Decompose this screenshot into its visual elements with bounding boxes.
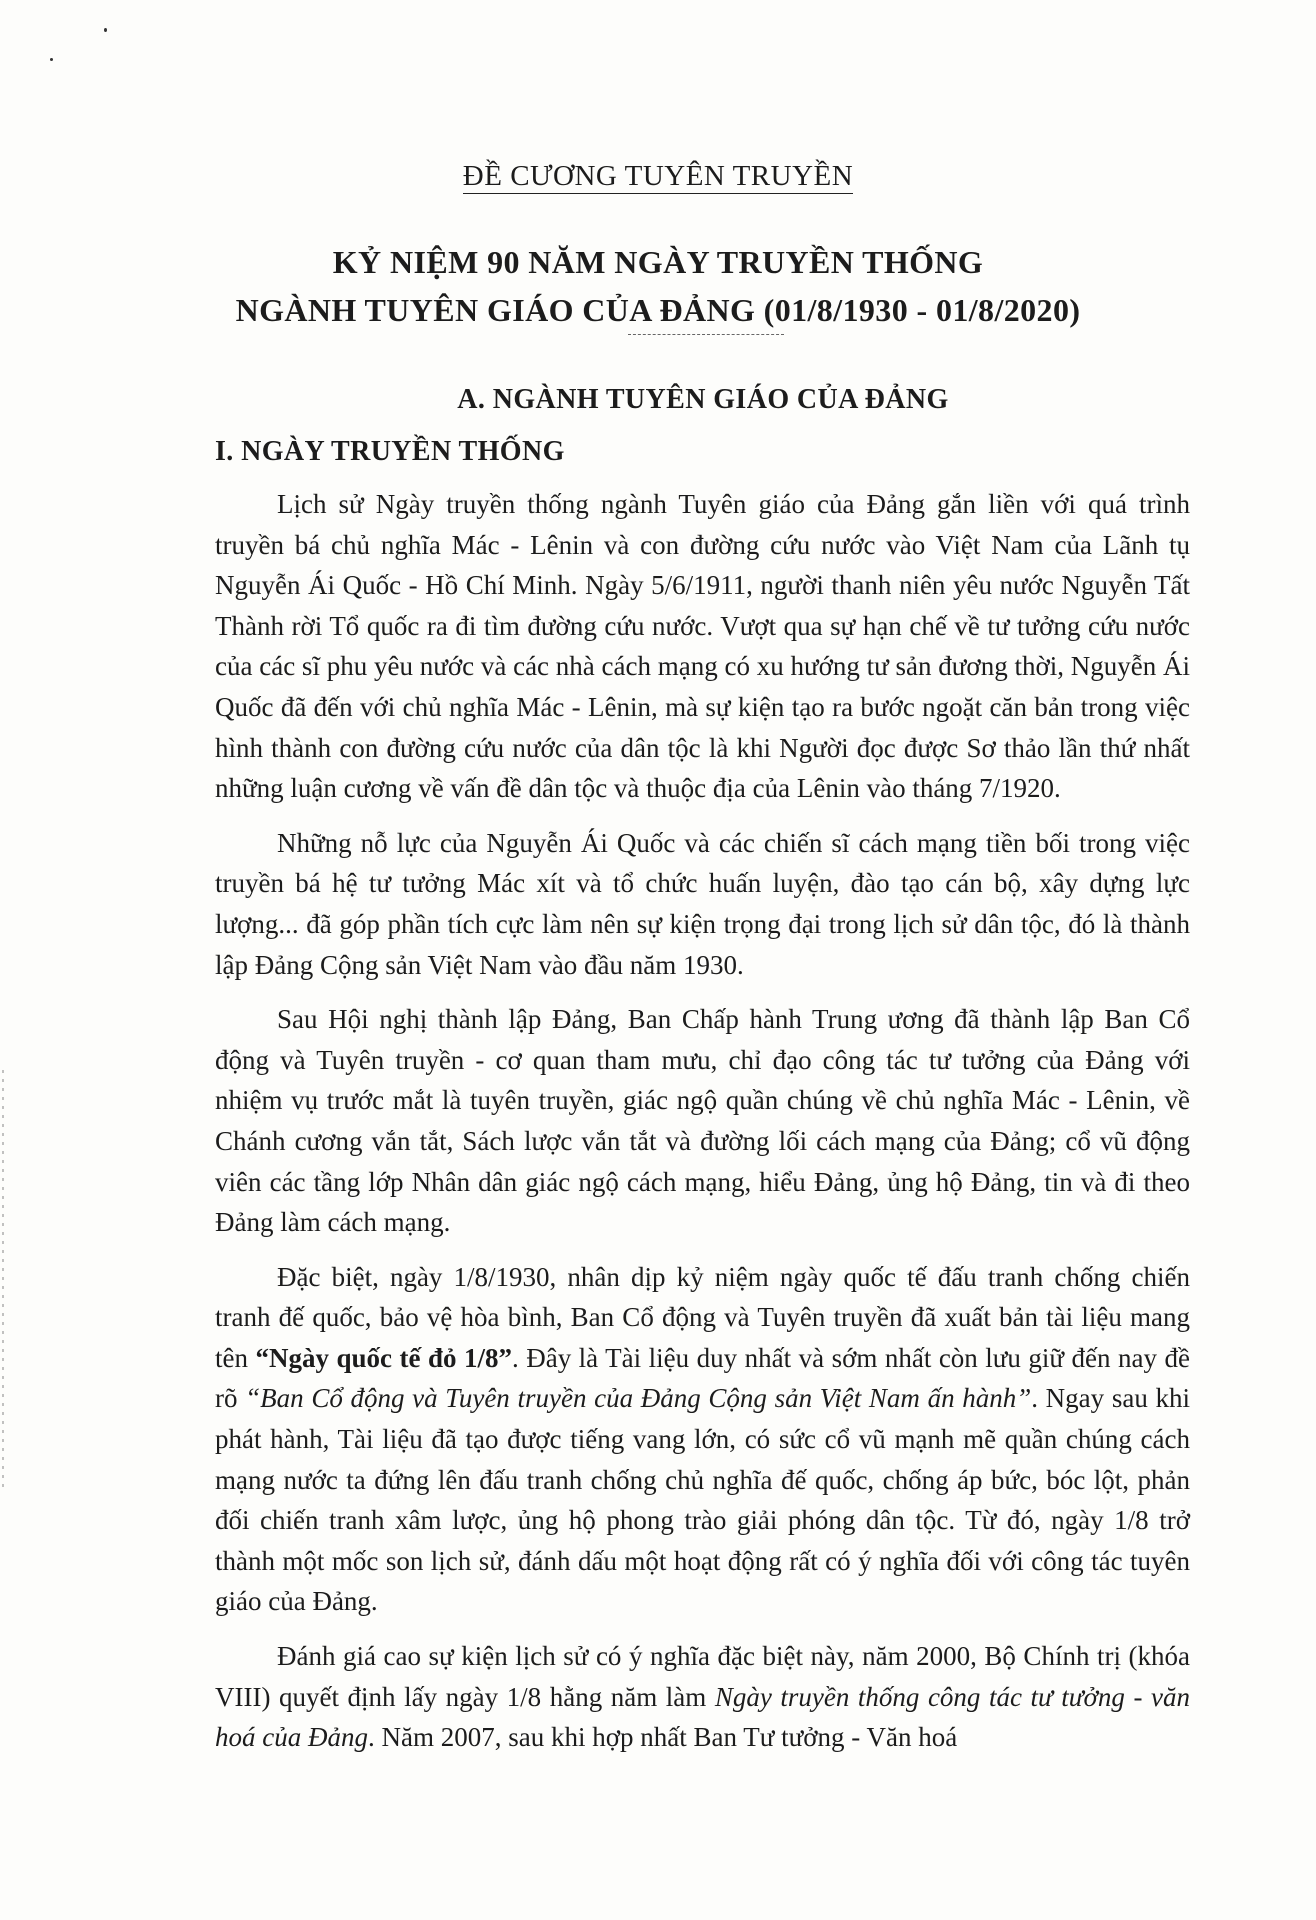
scan-speck — [50, 58, 53, 61]
main-title-line-2: NGÀNH TUYÊN GIÁO CỦA ĐẢNG (01/8/1930 - 01/8/2020) — [235, 292, 1081, 328]
main-title-line-1: KỶ NIỆM 90 NĂM NGÀY TRUYỀN THỐNG — [332, 244, 984, 280]
outline-title: ĐỀ CƯƠNG TUYÊN TRUYỀN — [462, 160, 854, 192]
document-name-bold: “Ngày quốc tế đỏ 1/8” — [255, 1342, 512, 1373]
publisher-quote: “Ban Cổ động và Tuyên truyền của Đảng Cộng sản Việt Nam ấn hành” — [245, 1383, 1032, 1414]
paragraph-4: Đặc biệt, ngày 1/8/1930, nhân dịp kỷ niệm ngày quốc tế đấu tranh chống chiến tranh đế quốc, bảo vệ hòa bình, Ban Cổ động và Tuyên truyền đã xuất bản tài liệu mang tên “Ngày quốc tế đỏ 1/8”. Đây là Tài liệu duy nhất và sớm nhất còn lưu giữ đến nay đề rõ “Ban Cổ động và Tuyên truyền của Đảng Cộng sản Việt Nam ấn hành”. Ngay sau khi phát hành, Tài liệu đã tạo được tiếng vang lớn, có sức cổ vũ mạnh mẽ quần chúng cách mạng nước ta đứng lên đấu tranh chống chủ nghĩa đế quốc, chống áp bức, bóc lột, phản đối chiến tranh xâm lược, ủng hộ phong trào giải phóng dân tộc. Từ đó, ngày 1/8 trở thành một mốc son lịch sử, đánh dấu một hoạt động rất có ý nghĩa đối với công tác tuyên giáo của Đảng. — [215, 1261, 1190, 1617]
part-heading: A. NGÀNH TUYÊN GIÁO CỦA ĐẢNG — [457, 384, 949, 415]
tradition-day-name: Ngày truyền thống công tác tư tưởng - văn hoá của Đảng — [215, 1681, 1190, 1753]
scan-edge-mark — [2, 1070, 4, 1490]
paragraph-5: Đánh giá cao sự kiện lịch sử có ý nghĩa đặc biệt này, năm 2000, Bộ Chính trị (khóa VIII) quyết định lấy ngày 1/8 hằng năm làm Ngày truyền thống công tác tư tưởng - văn hoá của Đảng. Năm 2007, sau khi hợp nhất Ban Tư tưởng - Văn hoá — [215, 1641, 1190, 1753]
main-title — [0, 238, 1316, 334]
paragraph-1: Lịch sử Ngày truyền thống ngành Tuyên giáo của Đảng gắn liền với quá trình truyền bá chủ nghĩa Mác - Lênin và con đường cứu nước vào Việt Nam của Lãnh tụ Nguyễn Ái Quốc - Hồ Chí Minh. Ngày 5/6/1911, người thanh niên yêu nước Nguyễn Tất Thành rời Tổ quốc ra đi tìm đường cứu nước. Vượt qua sự hạn chế về tư tưởng cứu nước của các sĩ phu yêu nước và các nhà cách mạng có xu hướng tư sản đương thời, Nguyễn Ái Quốc đã đến với chủ nghĩa Mác - Lênin, mà sự kiện tạo ra bước ngoặt căn bản trong việc hình thành con đường cứu nước của dân tộc là khi Người đọc được Sơ thảo lần thứ nhất những luận cương về vấn đề dân tộc và thuộc địa của Lênin vào tháng 7/1920. — [215, 489, 1190, 804]
scan-speck — [104, 28, 107, 32]
title-divider — [628, 334, 784, 335]
section-heading: I. NGÀY TRUYỀN THỐNG — [215, 436, 565, 467]
body-text — [215, 484, 1190, 1772]
paragraph-2: Những nỗ lực của Nguyễn Ái Quốc và các chiến sĩ cách mạng tiền bối trong việc truyền bá hệ tư tưởng Mác xít và tổ chức huấn luyện, đào tạo cán bộ, xây dựng lực lượng... đã góp phần tích cực làm nên sự kiện trọng đại trong lịch sử dân tộc, đó là thành lập Đảng Cộng sản Việt Nam vào đầu năm 1930. — [215, 827, 1190, 980]
paragraph-3: Sau Hội nghị thành lập Đảng, Ban Chấp hành Trung ương đã thành lập Ban Cổ động và Tuyên truyền - cơ quan tham mưu, chỉ đạo công tác tư tưởng của Đảng với nhiệm vụ trước mắt là tuyên truyền, giác ngộ quần chúng về chủ nghĩa Mác - Lênin, về Chánh cương vắn tắt, Sách lược vắn tắt và đường lối cách mạng của Đảng; cổ vũ động viên các tầng lớp Nhân dân giác ngộ cách mạng, hiểu Đảng, ủng hộ Đảng, tin và đi theo Đảng làm cách mạng. — [215, 1004, 1190, 1238]
